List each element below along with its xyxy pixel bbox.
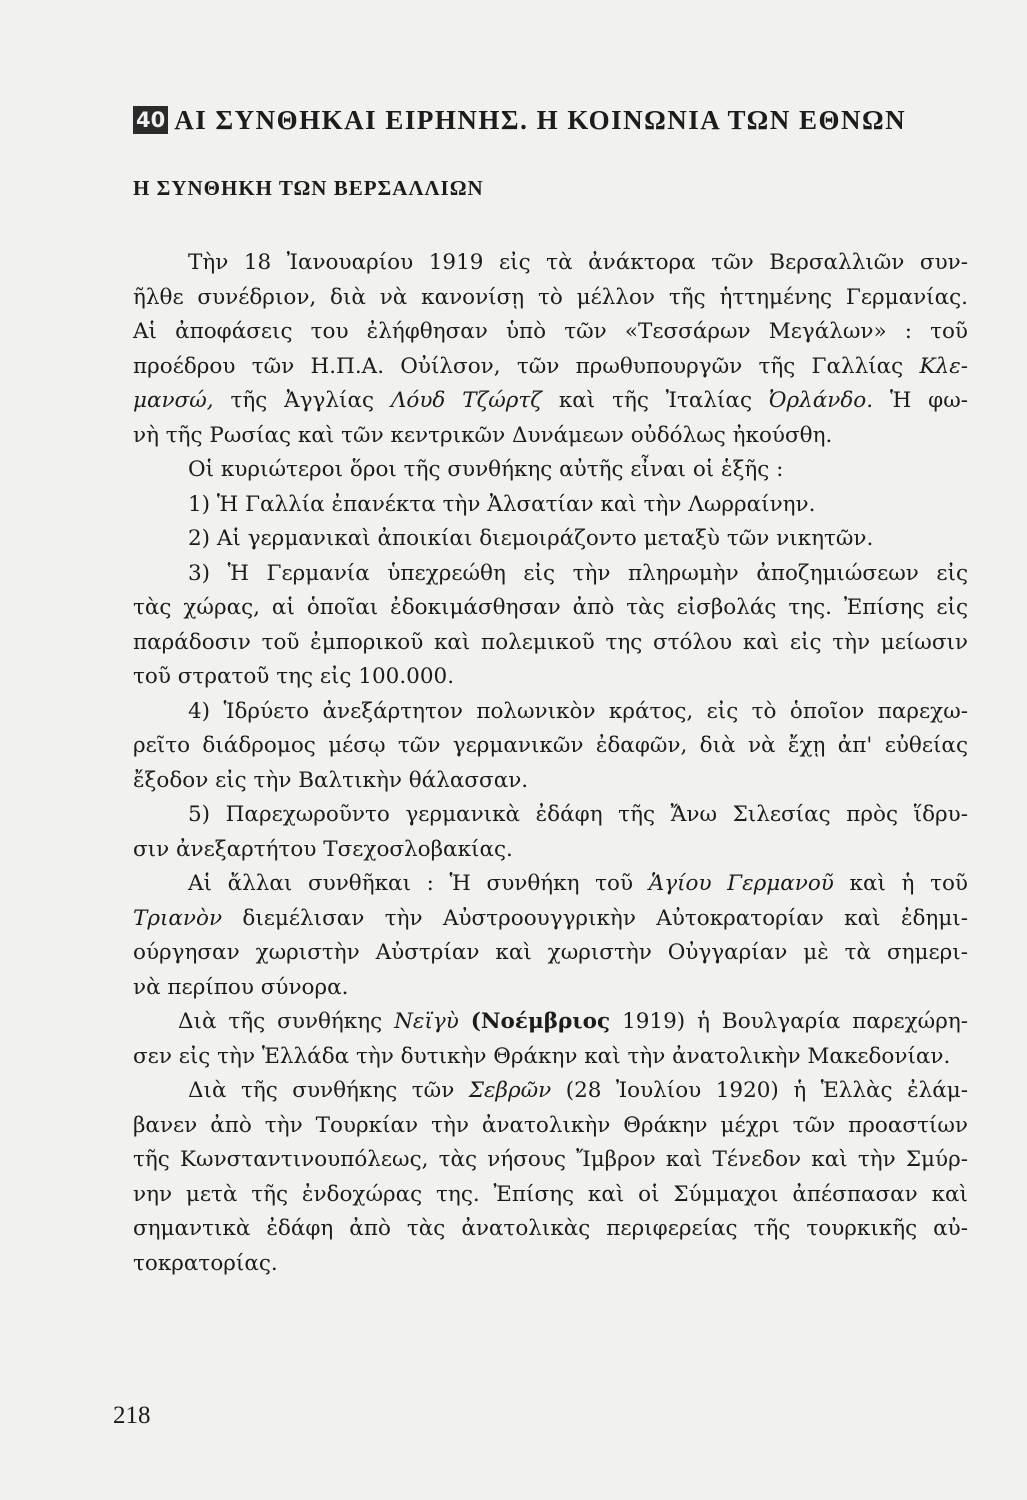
text-segment: προέδρου τῶν Η.Π.Α. Οὐίλσον, τῶν πρωθυπουργῶν τῆς Γαλλίας [133,353,904,379]
text-line [133,1074,968,1109]
text-segment: Διὰ τῆς συνθήκης τῶν [188,1078,455,1103]
text-line: σιν ἀνεξαρτήτου Τσεχοσλοβακίας. [133,836,513,862]
text-line: ῆλθε συνέδριον, διὰ νὰ κανονίσῃ τὸ μέλλον τῆς ἡττημένης Γερμανίας. [133,284,968,310]
text-line [133,902,968,937]
italic-name: Λόυδ Τζώρτζ [390,388,542,413]
italic-name: Κλε- [919,353,968,379]
italic-name: Σεβρῶν [468,1078,552,1103]
text-segment: 1919) ἡ Βουλγαρία παρεχώρη- [622,1009,968,1034]
text-line: σεν εἰς τὴν Ἑλλάδα τὴν δυτικὴν Θράκην καὶ τὴν ἀνατολικὴν Μακεδονίαν. [133,1043,951,1069]
text-line: τοκρατορίας. [133,1250,278,1276]
text-line: σημαντικὰ ἐδάφη ἀπὸ τὰς ἀνατολικὰς περιφερείας τῆς τουρκικῆς αὐ- [133,1216,968,1241]
italic-name: Τριανὸν [133,905,223,931]
list-item-term-5: 5) Παρεχωροῦντο γερμανικὰ ἐδάφη τῆς Ἄνω Σιλεσίας πρὸς ἵδρυ- [188,802,968,827]
list-item-term-4: 4) Ἱδρύετο ἀνεξάρτητον πολωνικὸν κράτος, εἰς τὸ ὁποῖον παρεχω- [188,698,968,724]
text-segment: Ἡ φω- [889,388,969,413]
text-segment: Διὰ τῆς συνθήκης [178,1009,383,1034]
list-item-term-2: 2) Αἱ γερμανικαὶ ἀποικίαι διεμοιράζοντο μεταξὺ τῶν νικητῶν. [188,526,874,551]
text-line: τῆς Κωνσταντινουπόλεως, τὰς νήσους Ἴμβρον καὶ Τένεδον καὶ τὴν Σμύρ- [133,1147,968,1172]
text-segment: καὶ τῆς Ἰταλίας [558,388,752,413]
text-line [133,384,968,419]
text-line: τοῦ στρατοῦ της εἰς 100.000. [133,664,455,689]
list-item-term-1: 1) Ἡ Γαλλία ἐπανέκτα τὴν Ἀλσατίαν καὶ τὴν Λωρραίνην. [188,491,816,517]
body-text [133,246,968,1281]
text-segment: τῆς Ἀγγλίας [230,388,375,413]
text-line: ρεῖτο διάδρομος μέσῳ τῶν γερμανικῶν ἐδαφῶν, διὰ νὰ ἔχῃ ἀπ' εὐθείας [133,733,968,758]
text-line: ἔξοδον εἰς τὴν Βαλτικὴν θάλασσαν. [133,767,529,793]
text-segment: διεμέλισαν τὴν Αὐστροουγγρικὴν Αὐτοκρατορίαν καὶ ἐδημι- [242,905,968,931]
text-line [133,1005,968,1040]
chapter-heading [133,100,973,140]
text-line: Αἱ ἀποφάσεις του ἐλήφθησαν ὑπὸ τῶν «Τεσσάρων Μεγάλων» : τοῦ [133,319,968,344]
text-line: ούργησαν χωριστὴν Αὐστρίαν καὶ χωριστὴν Οὐγγαρίαν μὲ τὰ σημερι- [133,940,968,965]
text-line: Οἱ κυριώτεροι ὅροι τῆς συνθήκης αὐτῆς εἶναι οἱ ἑξῆς : [188,457,784,482]
text-line: τὰς χώρας, αἱ ὁποῖαι ἐδοκιμάσθησαν ἀπὸ τὰς εἰσβολάς της. Ἐπίσης εἰς [133,595,968,620]
text-segment: καὶ ἡ τοῦ [849,871,968,896]
italic-name: μανσώ, [133,388,214,413]
page-number: 218 [113,1402,151,1429]
chapter-title: ΑΙ ΣΥΝΘΗΚΑΙ ΕΙΡΗΝΗΣ. Η ΚΟΙΝΩΝΙΑ ΤΩΝ ΕΘΝΩΝ [174,104,907,135]
italic-name: Ἁγίου Γερμανοῦ [648,871,834,896]
text-line: Τὴν 18 Ἰανουαρίου 1919 εἰς τὰ ἀνάκτορα τῶν Βερσαλλιῶν συν- [188,250,968,275]
section-title: Η ΣΥΝΘΗΚΗ ΤΩΝ ΒΕΡΣΑΛΛΙΩΝ [133,176,484,200]
text-line [133,350,968,385]
bold-date: (Νοέμβριος [470,1009,611,1034]
text-line [133,867,968,902]
text-segment: Αἱ ἄλλαι συνθῆκαι : Ἡ συνθήκη τοῦ [188,871,634,896]
text-line: παράδοσιν τοῦ ἐμπορικοῦ καὶ πολεμικοῦ της στόλου καὶ εἰς τὴν μείωσιν [133,629,968,655]
italic-name: Νεϊγὺ [394,1009,459,1034]
text-line: νην μετὰ τῆς ἐνδοχώρας της. Ἐπίσης καὶ οἱ Σύμμαχοι ἀπέσπασαν καὶ [133,1181,968,1207]
list-item-term-3: 3) Ἡ Γερμανία ὑπεχρεώθη εἰς τὴν πληρωμὴν ἀποζημιώσεων εἰς [188,560,968,586]
chapter-number-badge: 40 [133,106,168,134]
italic-name: Ὀρλάνδο. [768,388,874,413]
text-line: νὴ τῆς Ρωσίας καὶ τῶν κεντρικῶν Δυνάμεων οὐδόλως ἠκούσθη. [133,422,833,448]
text-line: νὰ περίπου σύνορα. [133,974,349,1000]
text-segment: (28 Ἰουλίου 1920) ἡ Ἑλλὰς ἐλάμ- [565,1078,969,1103]
text-line: βανεν ἀπὸ τὴν Τουρκίαν τὴν ἀνατολικὴν Θράκην μέχρι τῶν προαστίων [133,1112,968,1138]
